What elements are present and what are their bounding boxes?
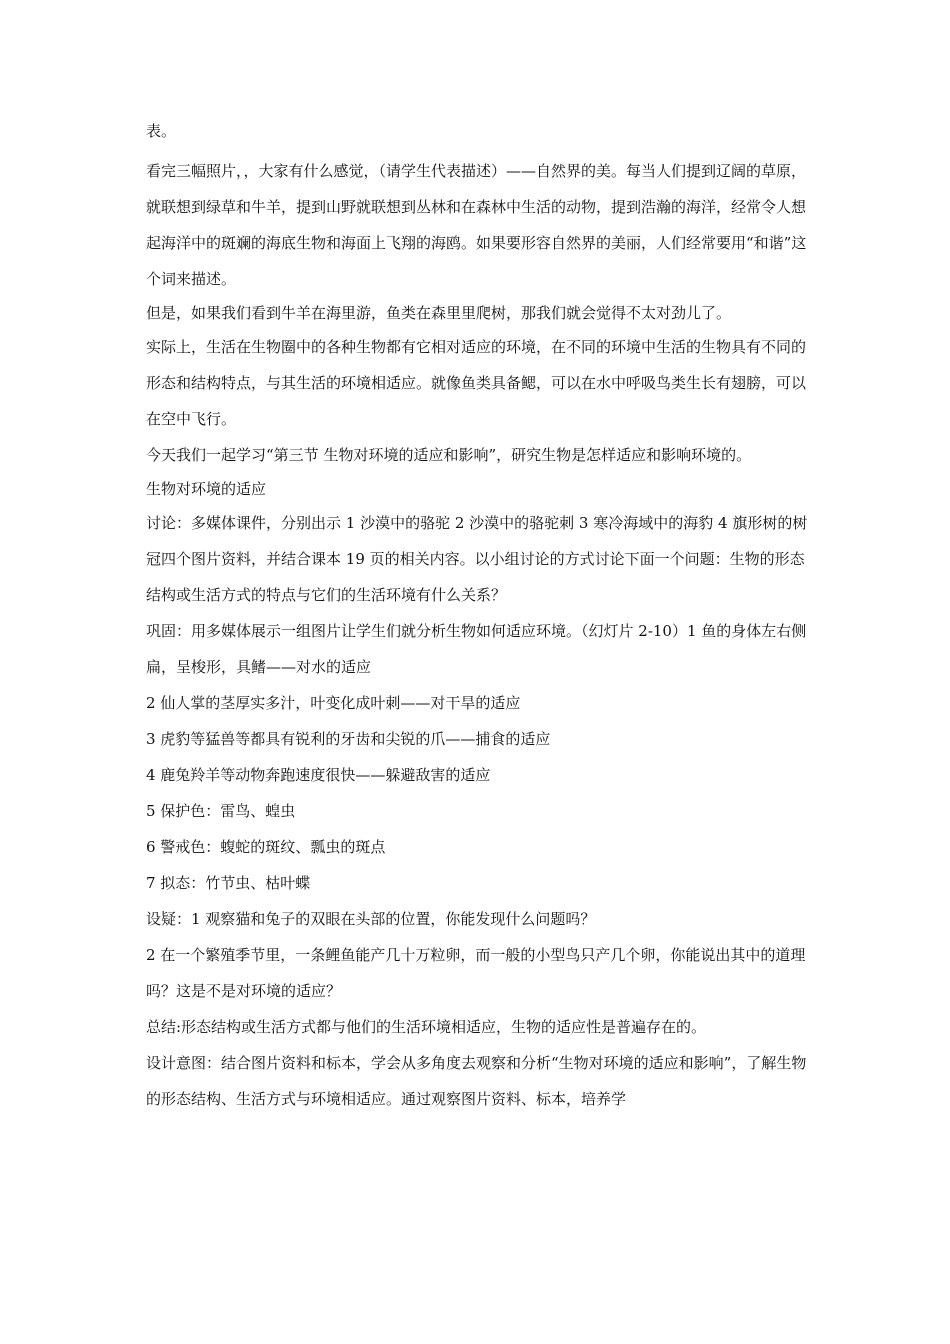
list-item: 5 保护色：雷鸟、蝗虫 <box>146 802 296 820</box>
paragraph-intro-end: 表。 <box>146 122 177 140</box>
list-item: 4 鹿兔羚羊等动物奔跑速度很快——躲避敌害的适应 <box>146 766 491 784</box>
paragraph-discussion: 讨论：多媒体课件，分别出示 1 沙漠中的骆驼 2 沙漠中的骆驼刺 3 寒冷海域中的海豹 4 旗形树的树冠四个图片资料，并结合课本 19 页的相关内容。以小组讨论的方式讨论下面一个问题：生物的形态结构或生活方式的特点与它们的生活环境有什么关系？ <box>146 514 808 604</box>
paragraph-summary: 总结:形态结构或生活方式都与他们的生活环境相适应，生物的适应性是普遍存在的。 <box>146 1018 707 1036</box>
section-heading: 生物对环境的适应 <box>146 480 267 498</box>
paragraph-nature-beauty: 看完三幅照片，，大家有什么感觉，（请学生代表描述）——自然界的美。每当人们提到辽阔的草原，就联想到绿草和牛羊，提到山野就联想到丛林和在森林中生活的动物，提到浩瀚的海洋，经常令人想起海洋中的斑斓的海底生物和海面上飞翔的海鸥。如果要形容自然界的美丽，人们经常要用“和谐”这个词来描述。 <box>146 162 807 288</box>
paragraph-question-1: 设疑：1 观察猫和兔子的双眼在头部的位置，你能发现什么问题吗？ <box>146 910 596 928</box>
paragraph-but: 但是，如果我们看到牛羊在海里游，鱼类在森里里爬树，那我们就会觉得不太对劲儿了。 <box>146 304 732 322</box>
list-item: 2 仙人掌的茎厚实多汁，叶变化成叶刺——对干旱的适应 <box>146 694 521 712</box>
paragraph-adaptation: 实际上，生活在生物圈中的各种生物都有它相对适应的环境，在不同的环境中生活的生物具有不同的形态和结构特点，与其生活的环境相适应。就像鱼类具备鳃，可以在水中呼吸鸟类生长有翅膀，可以在空中飞行。 <box>146 338 807 428</box>
paragraph-question-2: 2 在一个繁殖季节里，一条鲤鱼能产几十万粒卵，而一般的小型鸟只产几个卵，你能说出其中的道理吗？这是不是对环境的适应？ <box>146 946 806 1000</box>
paragraph-design-intent: 设计意图：结合图片资料和标本，学会从多角度去观察和分析“生物对环境的适应和影响”，了解生物的形态结构、生活方式与环境相适应。通过观察图片资料、标本，培养学 <box>146 1054 807 1108</box>
list-item: 6 警戒色：蝮蛇的斑纹、瓢虫的斑点 <box>146 838 386 856</box>
list-item: 3 虎豹等猛兽等都具有锐利的牙齿和尖锐的爪——捕食的适应 <box>146 730 551 748</box>
paragraph-consolidation: 巩固：用多媒体展示一组图片让学生们就分析生物如何适应环境。（幻灯片 2-10）1 鱼的身体左右侧扁，呈梭形，具鳍——对水的适应 <box>146 622 807 676</box>
paragraph-lesson-topic: 今天我们一起学习“第三节 生物对环境的适应和影响”，研究生物是怎样适应和影响环境的。 <box>146 446 752 464</box>
list-item: 7 拟态：竹节虫、枯叶蝶 <box>146 874 311 892</box>
document-body <box>146 115 808 1117</box>
